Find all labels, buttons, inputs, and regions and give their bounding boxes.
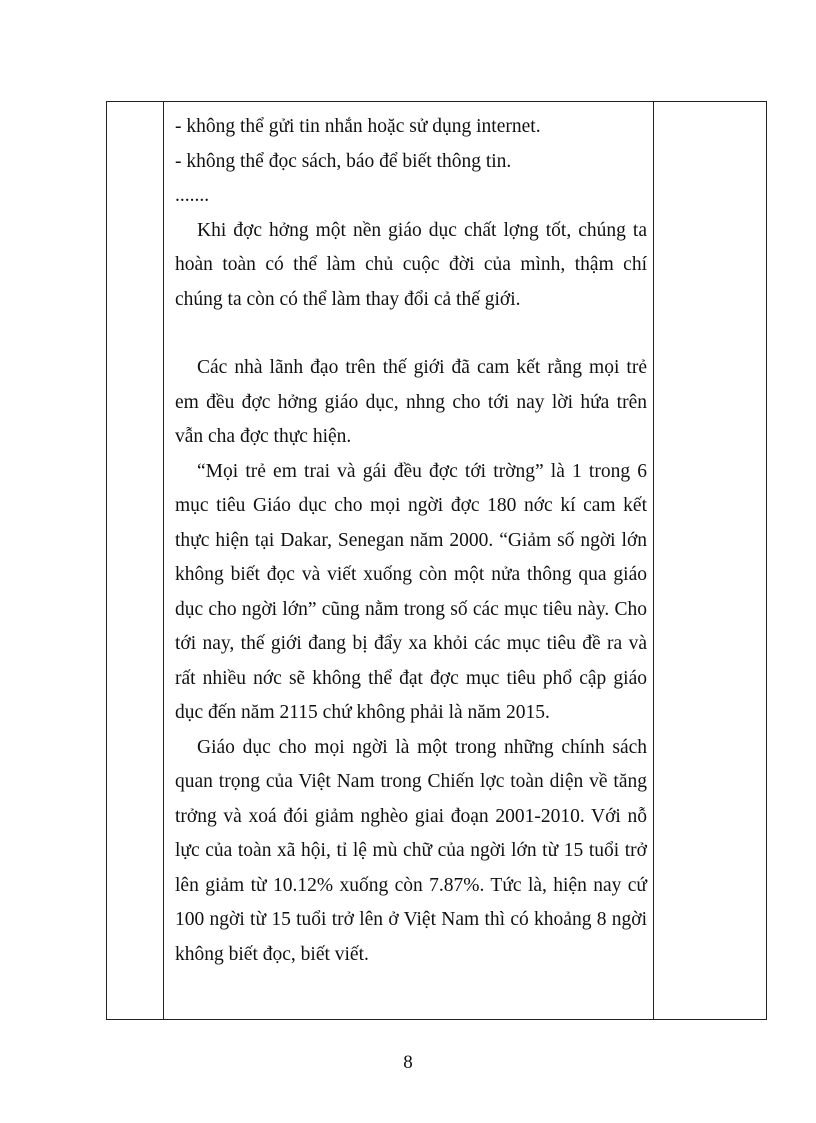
table-row bbox=[107, 102, 767, 1020]
content-table bbox=[106, 101, 767, 1020]
page-number: 8 bbox=[403, 1052, 413, 1073]
paragraph-2: Các nhà lãnh đạo trên thế giới đã cam kết rằng mọi trẻ em đều đợc hởng giáo dục, nhng cho tới nay lời hứa trên vẫn cha đợc thực hiện. bbox=[175, 357, 647, 447]
ellipsis-line: ....... bbox=[175, 185, 210, 206]
main-content-cell bbox=[164, 102, 654, 1020]
bullet-line-2: - không thể đọc sách, báo để biết thông tin. bbox=[175, 150, 512, 172]
left-column-cell bbox=[107, 102, 164, 1020]
paragraph-spacer bbox=[175, 317, 647, 351]
right-column-cell bbox=[654, 102, 767, 1020]
bullet-line-1: - không thể gửi tin nhắn hoặc sử dụng internet. bbox=[175, 116, 541, 137]
paragraph-4: Giáo dục cho mọi ngời là một trong những chính sách quan trọng của Việt Nam trong Chiến lợc toàn diện về tăng trởng và xoá đói giảm nghèo giai đoạn 2001-2010. Với nỗ lực của toàn xã hội, tỉ lệ mù chữ của ngời lớn từ 15 tuổi trở lên giảm từ 10.12% xuống còn 7.87%. Tức là, hiện nay cứ 100 ngời từ 15 tuổi trở lên ở Việt Nam thì có khoảng 8 ngời không biết đọc, biết viết. bbox=[175, 736, 647, 965]
text-body bbox=[164, 102, 653, 972]
paragraph-1: Khi đợc hởng một nền giáo dục chất lợng tốt, chúng ta hoàn toàn có thể làm chủ cuộc đời của mình, thậm chí chúng ta còn có thể làm thay đổi cả thế giới. bbox=[175, 219, 647, 310]
paragraph-3: “Mọi trẻ em trai và gái đều đợc tới trờng” là 1 trong 6 mục tiêu Giáo dục cho mọi ngời đợc 180 nớc kí cam kết thực hiện tại Dakar, Senegan năm 2000. “Giảm số ngời lớn không biết đọc và viết xuống còn một nửa thông qua giáo dục cho ngời lớn” cũng nằm trong số các mục tiêu này. Cho tới nay, thế giới đang bị đẩy xa khỏi các mục tiêu đề ra và rất nhiều nớc sẽ không thể đạt đợc mục tiêu phổ cập giáo dục đến năm 2115 chứ không phải là năm 2015. bbox=[175, 460, 647, 723]
